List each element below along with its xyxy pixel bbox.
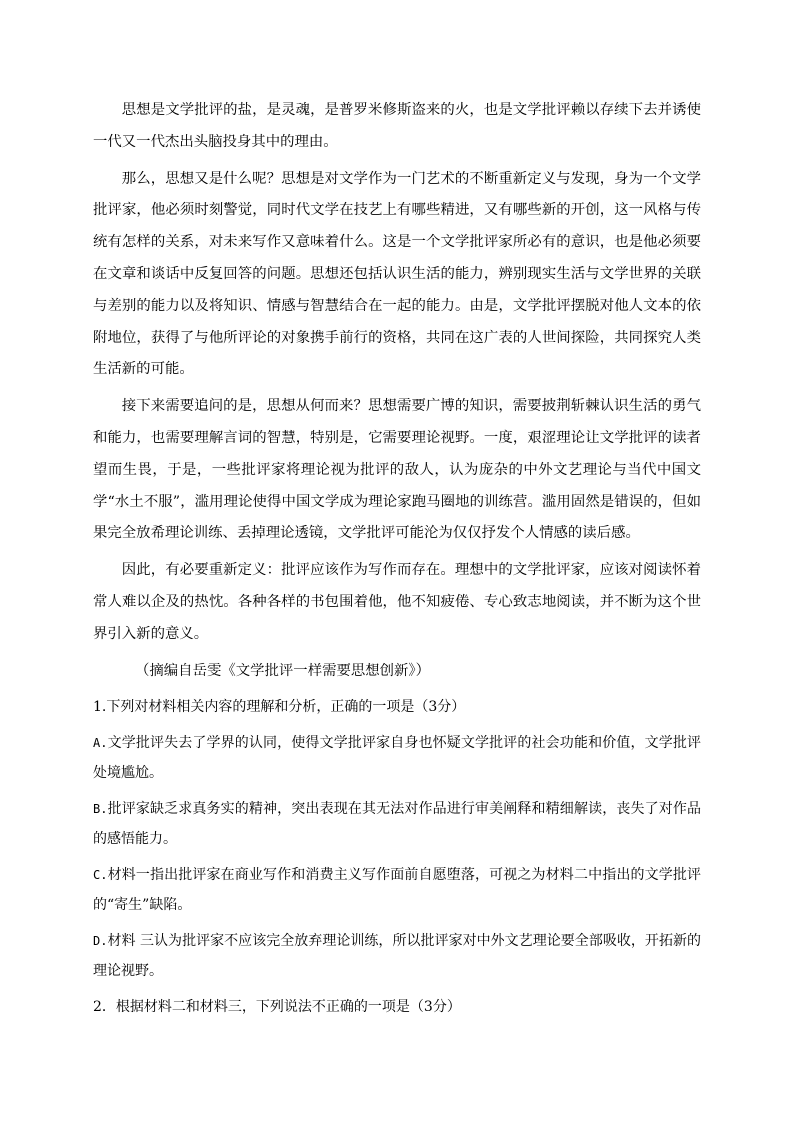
question-2-number: 2． <box>93 998 116 1015</box>
passage-paragraph-4: 因此，有必要重新定义：批评应该作为写作而存在。理想中的文学批评家，应该对阅读怀着常人难以企及的热忱。各种各样的书包围着他，他不知疲倦、专心致志地阅读，并不断为这个世界引入新的意义。 <box>93 562 701 642</box>
question-1-option-a <box>93 728 701 788</box>
passage-paragraph-2: 那么，思想又是什么呢？思想是对文学作为一门艺术的不断重新定义与发现，身为一个文学批评家，他必须时刻警觉，同时代文学在技艺上有哪些精进，又有哪些新的开创，这一风格与传统有怎样的关系，对未来写作又意味着什么。这是一个文学批评家所必有的意识，也是他必须要在文章和谈话中反复回答的问题。思想还包括认识生活的能力，辨别现实生活与文学世界的关联与差别的能力以及将知识、情感与智慧结合在一起的能力。由是，文学批评摆脱对他人文本的依附地位，获得了与他所评论的对象携手前行的资格，共同在这广表的人世间探险，共同探究人类生活新的可能。 <box>93 170 701 378</box>
question-1-stem <box>93 692 701 722</box>
question-1-option-c <box>93 860 701 920</box>
option-a-letter: A. <box>93 735 108 750</box>
option-b-letter: B. <box>93 801 108 816</box>
question-2-stem <box>93 992 701 1022</box>
option-d-letter: D. <box>93 933 108 948</box>
option-c-text: 材料一指出批评家在商业写作和消费主义写作面前自愿堕落，可视之为材料二中指出的文学批评的“寄生”缺陷。 <box>93 866 701 913</box>
question-1-option-b <box>93 794 701 854</box>
option-c-letter: C. <box>93 867 108 882</box>
passage-source: （摘编自岳雯《文学批评一样需要思想创新》） <box>135 662 431 679</box>
option-b-text: 批评家缺乏求真务实的精神，突出表现在其无法对作品进行审美阐释和精细解读，丧失了对作品的感悟能力。 <box>93 800 701 847</box>
question-1-option-d <box>93 926 701 986</box>
question-1-text: 下列对材料相关内容的理解和分析，正确的一项是（3分） <box>106 698 466 715</box>
passage-paragraph-3: 接下来需要追问的是，思想从何而来？思想需要广博的知识，需要披荆斩棘认识生活的勇气和能力，也需要理解言词的智慧，特别是，它需要理论视野。一度，艰涩理论让文学批评的读者望而生畏，于是，一些批评家将理论视为批评的敌人，认为庞杂的中外文艺理论与当代中国文学“水土不服”，滥用理论使得中国文学成为理论家跑马圈地的训练营。滥用固然是错误的，但如果完全放希理论训练、丢掉理论透镜，文学批评可能沦为仅仅抒发个人情感的读后感。 <box>93 398 701 542</box>
document-page <box>93 95 701 1028</box>
question-1-number: 1. <box>93 698 107 715</box>
option-a-text: 文学批评失去了学界的认同，使得文学批评家自身也怀疑文学批评的社会功能和价值，文学批评处境尴尬。 <box>93 734 701 781</box>
question-2-text: 根据材料二和材料三，下列说法不正确的一项是（3分） <box>115 998 461 1015</box>
option-d-text: 材料 三认为批评家不应该完全放弃理论训练，所以批评家对中外文艺理论要全部吸收，开拓新的理论视野。 <box>93 932 701 979</box>
passage-paragraph-1: 思想是文学批评的盐，是灵魂，是普罗米修斯盗来的火，也是文学批评赖以存续下去并诱使一代又一代杰出头脑投身其中的理由。 <box>93 102 701 150</box>
